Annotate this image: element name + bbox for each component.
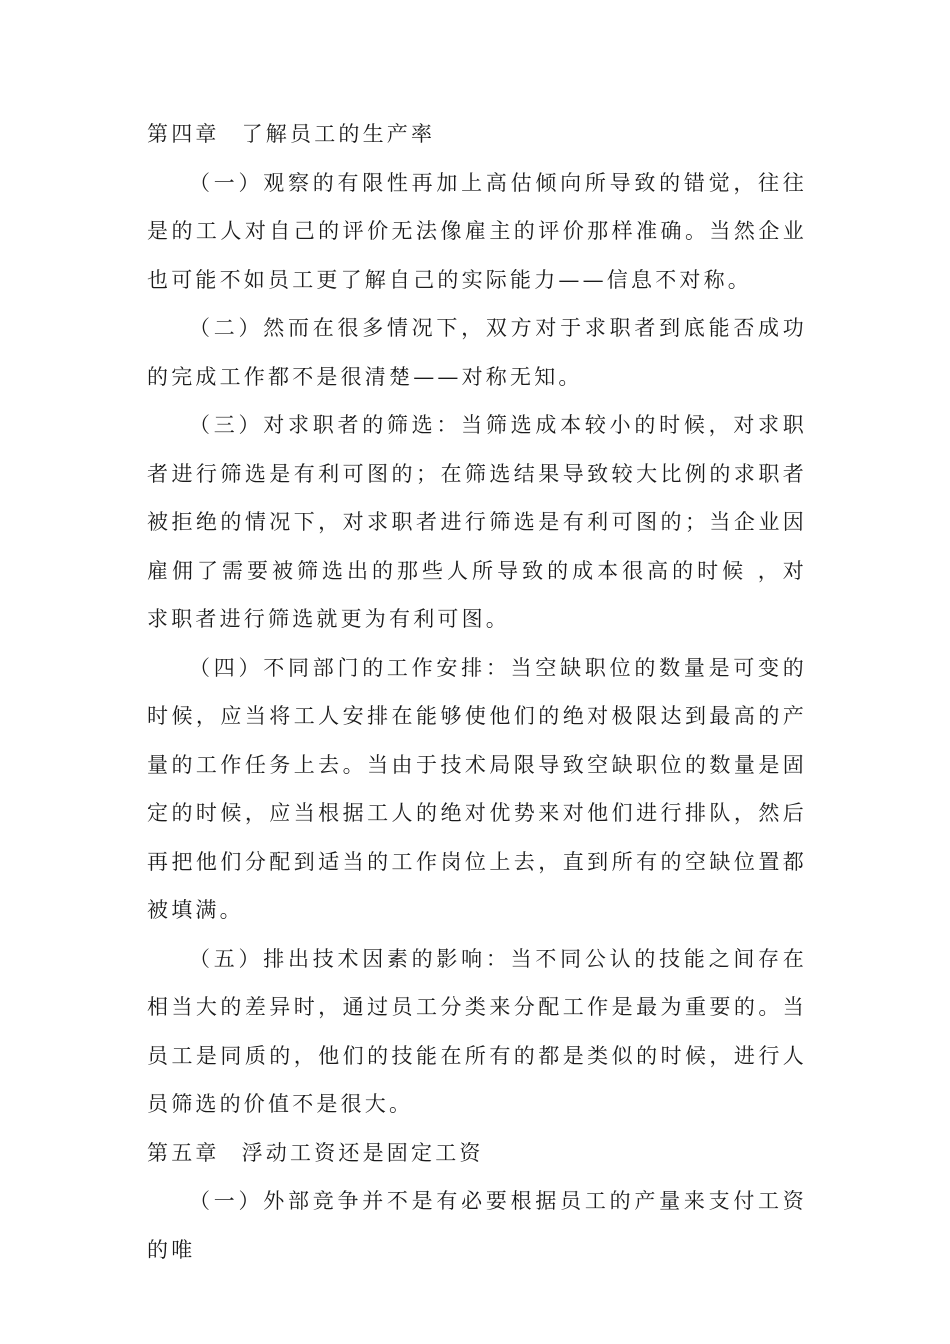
chapter-4-number: 第四章 <box>147 122 220 146</box>
chapter-5-paragraph-1: （一）外部竞争并不是有必要根据员工的产量来支付工资的唯 <box>147 1189 807 1262</box>
chapter-5-number: 第五章 <box>147 1140 220 1165</box>
chapter-5-title: 浮动工资还是固定工资 <box>241 1140 484 1165</box>
chapter-4-paragraph-1: （一）观察的有限性再加上高估倾向所导致的错觉，往往是的工人对自己的评价无法像雇主的评价那样准确。当然企业也可能不如员工更了解自己的实际能力——信息不对称。 <box>147 170 807 292</box>
chapter-4-title: 了解员工的生产率 <box>241 122 436 146</box>
chapter-4-paragraph-4: （四）不同部门的工作安排：当空缺职位的数量是可变的时候，应当将工人安排在能够使他们的绝对极限达到最高的产量的工作任务上去。当由于技术局限导致空缺职位的数量是固定的时候，应当根据工人的绝对优势来对他们进行排队，然后再把他们分配到适当的工作岗位上去，直到所有的空缺位置都被填满。 <box>147 655 807 922</box>
chapter-4-paragraph-2: （二）然而在很多情况下，双方对于求职者到底能否成功的完成工作都不是很清楚——对称无知。 <box>147 316 807 389</box>
chapter-4-paragraph-3: （三）对求职者的筛选：当筛选成本较小的时候，对求职者进行筛选是有利可图的；在筛选结果导致较大比例的求职者被拒绝的情况下，对求职者进行筛选是有利可图的；当企业因雇佣了需要被筛选出的那些人所导致的成本很高的时候 ，对求职者进行筛选就更为有利可图。 <box>147 413 807 631</box>
chapter-5-heading <box>147 1129 807 1178</box>
chapter-4-paragraph-5: （五）排出技术因素的影响：当不同公认的技能之间存在相当大的差异时，通过员工分类来分配工作是最为重要的。当员工是同质的，他们的技能在所有的都是类似的时候，进行人员筛选的价值不是很大。 <box>147 946 807 1116</box>
document-body <box>147 110 807 1274</box>
chapter-4-heading <box>147 110 807 159</box>
